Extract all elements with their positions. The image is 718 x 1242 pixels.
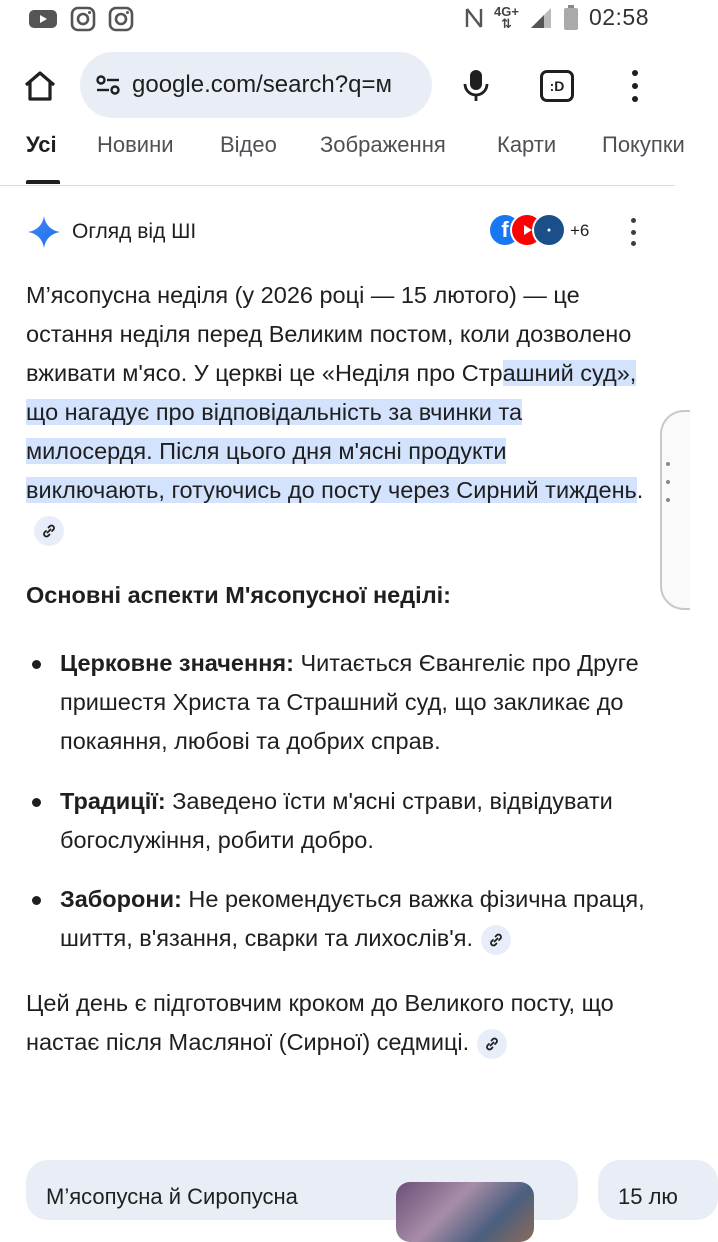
bullet-text: Заведено їсти м'ясні страви, відвідувати богослужіння, робити добро.	[60, 788, 613, 853]
status-bar	[0, 0, 675, 40]
dot-icon	[632, 70, 638, 76]
ai-intro-paragraph	[26, 276, 646, 549]
home-button[interactable]	[18, 64, 62, 108]
url-text[interactable]: google.com/search?q=м	[132, 71, 392, 98]
tab-shopping[interactable]: Покупки	[602, 132, 685, 157]
search-tabs	[0, 124, 685, 186]
facebook-icon: f	[488, 213, 522, 247]
browser-toolbar	[0, 48, 675, 124]
instagram-icon	[108, 6, 134, 32]
card-title: М’ясопусна й Сиропусна	[46, 1184, 298, 1209]
ai-closing-paragraph	[26, 984, 646, 1062]
closing-text: Цей день є підготовчим кроком до Великого посту, що настає після Масляної (Сирної) седмиці.	[26, 990, 614, 1055]
bullet-text: Читається Євангеліє про Друге пришестя Христа та Страшний суд, що закликає до покаяння, любові та добрих справ.	[60, 650, 639, 754]
active-tab-indicator	[26, 180, 60, 184]
bullet-label: Традиції:	[60, 788, 166, 814]
link-icon	[488, 932, 504, 948]
bullet-text: Не рекомендується важка фізична праця, шиття, в'язання, сварки та лихослів'я.	[60, 886, 645, 951]
tab-switcher-button[interactable]	[540, 70, 574, 102]
nfc-icon	[464, 6, 484, 30]
signal-icon	[529, 6, 553, 30]
list-item	[26, 644, 646, 761]
battery-icon	[563, 5, 579, 31]
list-item	[26, 782, 646, 860]
link-icon	[484, 1036, 500, 1052]
tab-news[interactable]: Новини	[97, 132, 174, 157]
source-link-button[interactable]	[34, 516, 64, 546]
tab-video[interactable]: Відео	[220, 132, 277, 157]
browser-menu-button[interactable]	[618, 66, 652, 106]
intro-end: .	[636, 477, 644, 503]
notification-icons	[28, 6, 134, 32]
result-card[interactable]	[598, 1160, 718, 1220]
link-icon	[41, 523, 57, 539]
youtube-icon	[28, 7, 58, 31]
address-bar[interactable]	[80, 52, 432, 118]
dot-icon	[632, 83, 638, 89]
dot-icon	[666, 498, 670, 502]
section-heading: Основні аспекти М'ясопусної неділі:	[26, 582, 451, 608]
card-title: 15 лю	[618, 1184, 678, 1209]
intro-text: М’ясопусна неділя (у 2026 році — 15 лютого) — це остання неділя перед Великим постом, коли дозволено вживати м'ясо. У церкві це «Неділя про Стр	[26, 282, 632, 386]
ai-overview-header	[0, 208, 675, 256]
news-site-icon: ●	[532, 213, 566, 247]
tab-all[interactable]: Усі	[26, 132, 57, 157]
card-thumbnail	[396, 1182, 534, 1242]
highlighted-text[interactable]: ашний суд», що нагадує про відповідальність за вчинки та милосердя. Після цього дня м'ясні продукти виключають, готуючись до посту через Сирний тиждень	[26, 360, 637, 503]
ai-overview-menu-button[interactable]	[628, 218, 638, 246]
gemini-sparkle-icon	[26, 214, 62, 250]
source-link-button[interactable]	[481, 925, 511, 955]
instagram-icon	[70, 6, 96, 32]
dot-icon	[666, 462, 670, 466]
edge-handle-grip	[666, 462, 670, 502]
dot-icon	[632, 96, 638, 102]
network-type: 4G+ ⇅	[494, 3, 519, 31]
tab-count: :D	[549, 78, 565, 94]
home-icon	[22, 68, 58, 104]
dot-icon	[631, 241, 636, 246]
dot-icon	[666, 480, 670, 484]
voice-search-button[interactable]	[456, 66, 496, 106]
dot-icon	[631, 218, 636, 223]
more-sources-count[interactable]: +6	[570, 221, 590, 240]
ai-overview-title: Огляд від ШІ	[72, 220, 197, 243]
system-indicators	[464, 4, 649, 31]
bullet-label: Церковне значення:	[60, 650, 294, 676]
result-card[interactable]	[26, 1160, 578, 1220]
tab-maps[interactable]: Карти	[497, 132, 557, 157]
site-settings-icon[interactable]	[94, 71, 122, 99]
edge-panel-handle[interactable]	[660, 410, 690, 610]
list-item	[26, 880, 646, 958]
clock: 02:58	[588, 4, 649, 30]
tab-images[interactable]: Зображення	[320, 132, 446, 157]
microphone-icon	[461, 68, 491, 104]
source-link-button[interactable]	[477, 1029, 507, 1059]
dot-icon	[631, 230, 636, 235]
bullet-label: Заборони:	[60, 886, 182, 912]
source-icons[interactable]	[488, 213, 568, 249]
